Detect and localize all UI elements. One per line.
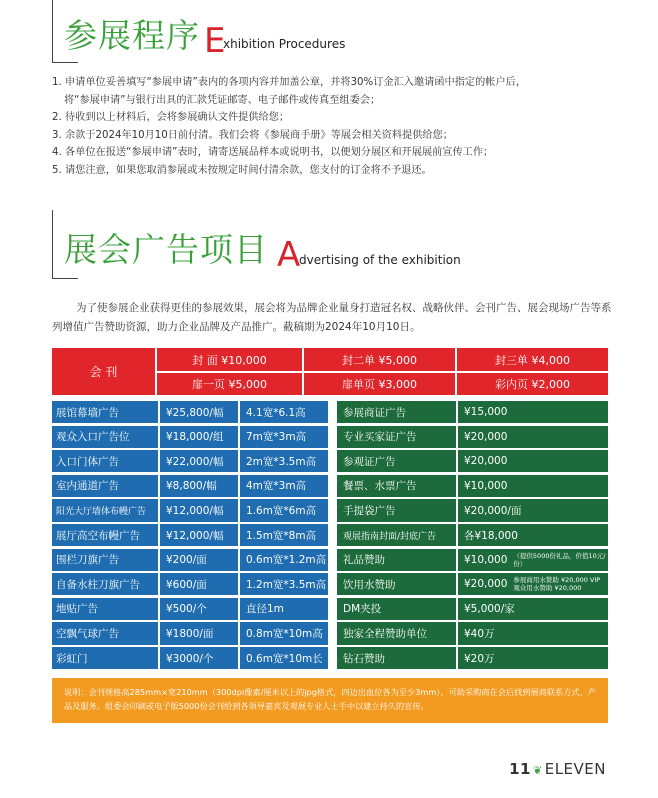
procedures-title-cn: 参展程序	[64, 16, 200, 55]
ad-item-price: ¥500/个	[160, 598, 238, 620]
ad-item-size: 直径1m	[240, 598, 328, 620]
ad-item-name: 参观证广告	[337, 450, 456, 472]
ad-item-price-value: ¥20,000	[464, 430, 508, 443]
ad-item-name: 参展商证广告	[337, 401, 456, 423]
section-bracket-line	[52, 278, 78, 279]
catalog-cell: 封二单 ¥5,000	[304, 348, 455, 371]
advertising-intro	[52, 299, 612, 337]
ad-item-name: 围栏刀旗广告	[52, 549, 158, 571]
ad-item-price: ¥8,800/幅	[160, 475, 238, 497]
ad-item-price-value: ¥20,000/面	[464, 504, 522, 517]
ad-item-name: 地贴广告	[52, 598, 158, 620]
ad-item-price	[458, 475, 608, 497]
section-bracket-line	[52, 62, 78, 63]
procedure-item: 将“参展申请”与银行出具的汇款凭证邮寄、电子邮件或传真至组委会；	[64, 94, 381, 106]
procedure-item: 2. 待收到以上材料后，会将参展确认文件提供给您；	[52, 112, 290, 123]
ad-item-name: 入口门体广告	[52, 450, 158, 472]
ad-item-price	[458, 450, 608, 472]
ad-item-size: 1.5m宽*8m高	[240, 524, 328, 546]
catalog-cell: 扉单页 ¥3,000	[304, 373, 455, 395]
ad-item-price-value: ¥10,000	[464, 479, 508, 492]
ad-item-price-value: ¥20万	[464, 652, 495, 665]
ad-item-name: 观众入口广告位	[52, 426, 158, 448]
ad-item-price	[458, 524, 608, 546]
procedures-title-en: xhibition Procedures	[223, 37, 346, 51]
ad-item-price	[458, 401, 608, 423]
ad-item-price: ¥12,000/幅	[160, 499, 238, 521]
catalog-cell: 彩内页 ¥2,000	[457, 373, 608, 395]
ad-item-name: 独家全程赞助单位	[337, 622, 456, 644]
ad-item-price: ¥600/面	[160, 573, 238, 595]
ad-item-price	[458, 549, 608, 571]
ad-item-price-value: ¥5,000/家	[464, 603, 515, 616]
intro-paragraph: 为了使参展企业获得更佳的参展效果，展会将为品牌企业量身打造冠名权、战略伙伴、会刊广告、展会现场广告等系列增值广告赞助资源，助力企业品牌及产品推广。截稿期为2024年10月10日。	[52, 302, 612, 333]
ad-item-price-value: ¥20,000	[464, 578, 508, 591]
ad-item-size: 4.1宽*6.1高	[240, 401, 328, 423]
ad-item-name: 阳光大厅墙体布幔广告	[52, 499, 158, 521]
ad-item-price-value: ¥20,000	[464, 455, 508, 468]
ad-item-price	[458, 622, 608, 644]
brand-name: ELEVEN	[544, 760, 606, 778]
ad-item-price: ¥200/面	[160, 549, 238, 571]
ad-item-price-value: ¥15,000	[464, 406, 508, 419]
ad-item-note: （提供5000份礼品，价值10元/份）	[513, 551, 606, 568]
ad-item-size: 0.8m宽*10m高	[240, 622, 328, 644]
ad-item-note: 参展商用水赞助 ¥20,000 VIP观众用水赞助 ¥20,000	[513, 576, 601, 593]
ad-item-price: ¥25,800/幅	[160, 401, 238, 423]
ad-item-name: 观展指南封面/封底广告	[337, 524, 456, 546]
ad-item-name: 钻石赞助	[337, 647, 456, 669]
ad-item-name: 餐票、水票广告	[337, 475, 456, 497]
ad-item-price	[458, 647, 608, 669]
catalog-label: 会 刊	[52, 348, 155, 395]
ad-item-size: 1.2m宽*3.5m高	[240, 573, 328, 595]
section-bracket	[52, 210, 53, 278]
ad-item-name: DM夹投	[337, 598, 456, 620]
procedure-item: 5. 请您注意，如果您取消参展或未按规定时间付清余款，您支付的订金将不予退还。	[52, 164, 432, 176]
ad-item-price: ¥1800/面	[160, 622, 238, 644]
ad-item-price-value: ¥40万	[464, 627, 495, 640]
ad-item-price	[458, 598, 608, 620]
ad-item-price	[458, 573, 608, 595]
ad-item-name: 展厅高空布幔广告	[52, 524, 158, 546]
procedure-item: 1. 申请单位妥善填写“参展申请”表内的各项内容并加盖公章，并将30%订金汇入邀请函中指定的帐户后，	[52, 77, 527, 88]
ad-item-price-value: 各¥18,000	[464, 529, 518, 542]
catalog-cell: 扉一页 ¥5,000	[157, 373, 302, 395]
ad-item-price: ¥3000/个	[160, 647, 238, 669]
ad-item-name: 彩虹门	[52, 647, 158, 669]
page-footer	[509, 760, 606, 778]
ad-item-price-value: ¥10,000	[464, 553, 508, 566]
ad-item-name: 礼品赞助	[337, 549, 456, 571]
advertising-title-cn: 展会广告项目	[64, 230, 268, 269]
ad-item-name: 手提袋广告	[337, 499, 456, 521]
ad-item-price	[458, 499, 608, 521]
ad-item-price: ¥18,000/组	[160, 426, 238, 448]
ad-item-size: 0.6m宽*1.2m高	[240, 549, 328, 571]
ad-item-price	[458, 426, 608, 448]
ad-item-name: 自备水柱刀旗广告	[52, 573, 158, 595]
ad-item-name: 室内通道广告	[52, 475, 158, 497]
ad-item-price: ¥22,000/幅	[160, 450, 238, 472]
procedures-list	[52, 74, 632, 179]
section-bracket	[52, 0, 53, 62]
ad-item-size: 1.6m宽*6m高	[240, 499, 328, 521]
leaf-icon: ❦	[533, 764, 543, 777]
ad-item-size: 4m宽*3m高	[240, 475, 328, 497]
ad-item-name: 空飘气球广告	[52, 622, 158, 644]
catalog-cell: 封 面 ¥10,000	[157, 348, 302, 371]
ad-item-price: ¥12,000/幅	[160, 524, 238, 546]
page-number: 11	[509, 760, 531, 778]
ad-item-size: 2m宽*3.5m高	[240, 450, 328, 472]
ad-item-name: 专业买家证广告	[337, 426, 456, 448]
ad-item-name: 饮用水赞助	[337, 573, 456, 595]
ad-item-name: 展馆幕墙广告	[52, 401, 158, 423]
procedure-item: 3. 余款于2024年10月10日前付清。我们会将《参展商手册》等展会相关资料提供给您；	[52, 129, 453, 141]
advertising-title-en: dvertising of the exhibition	[299, 253, 461, 267]
procedures-title-initial: E	[204, 21, 226, 61]
advertising-note: 说明：会刊规格高285mm×宽210mm（300dpi像素/厘米以上的jpg格式，四边出血位各为至少3mm），可助采购商在会后找到展商联系方式、产品及服务。组委会印刷或电子版5000份会刊给到各领导嘉宾及观展专业人士手中以建立持久的宣传。	[52, 678, 608, 723]
ad-item-size: 7m宽*3m高	[240, 426, 328, 448]
advertising-title-initial: A	[277, 235, 301, 275]
procedure-item: 4. 各单位在报送“参展申请”表时，请寄送展品样本或说明书，以便划分展区和开展展前宣传工作；	[52, 147, 494, 158]
ad-item-size: 0.6m宽*10m长	[240, 647, 328, 669]
catalog-cell: 封三单 ¥4,000	[457, 348, 608, 371]
